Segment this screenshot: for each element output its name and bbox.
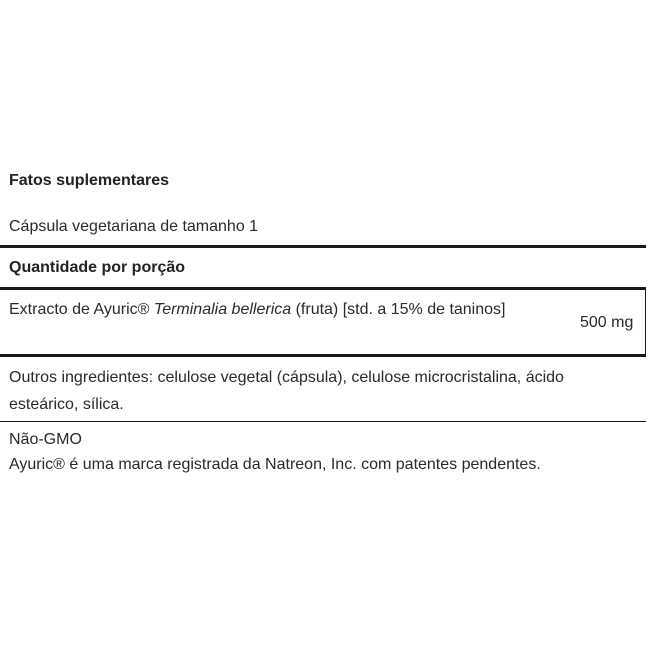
footnote-non-gmo: Não-GMO (9, 431, 82, 448)
divider-thick-top (0, 245, 646, 248)
table-right-border (645, 287, 646, 354)
footnote-trademark: Ayuric® é uma marca registrada da Natreon, Inc. com patentes pendentes. (9, 456, 541, 473)
ingredient-amount: 500 mg (580, 314, 634, 331)
ingredient-latin-name: Terminalia bellerica (153, 301, 292, 318)
other-ingredients: Outros ingredientes: celulose vegetal (cápsula), celulose microcristalina, ácido esteárico, sílica. (9, 369, 564, 413)
ingredient-name-suffix: (fruta) [std. a 15% de taninos] (291, 301, 506, 318)
ingredient-name-prefix: Extracto de Ayuric® (9, 301, 154, 318)
divider-thick-header (0, 287, 646, 290)
ingredient-name (9, 297, 519, 322)
serving-size: Cápsula vegetariana de tamanho 1 (9, 218, 259, 235)
divider-thick-ingredients (0, 354, 646, 357)
amount-per-serving-header: Quantidade por porção (9, 259, 186, 276)
divider-thin-bottom (0, 421, 646, 422)
panel-title: Fatos suplementares (9, 172, 170, 189)
